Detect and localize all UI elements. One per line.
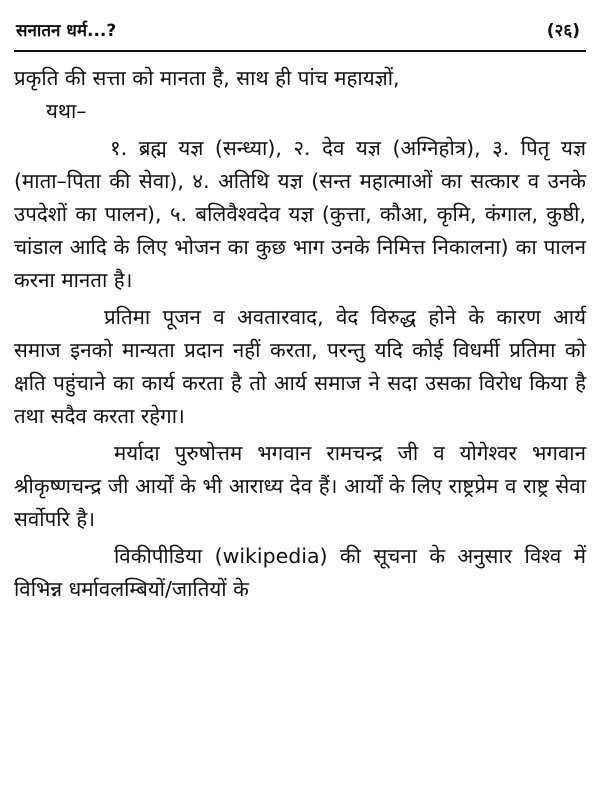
paragraph-5: विकीपीडिया (wikipedia) की सूचना के अनुसार विश्व में विभिन्न धर्मावलम्बियों/जातियों के [14, 544, 586, 601]
paragraph-2: १. ब्रह्म यज्ञ (सन्ध्या), २. देव यज्ञ (अग्निहोत्र), ३. पितृ यज्ञ (माता–पिता की सेवा), ४. अतिथि यज्ञ (सन्त महात्माओं का सत्कार व उनके उपदेशों का पालन), ५. बलिवैश्वदेव यज्ञ (कुत्ता, कौआ, कृमि, कंगाल, कुष्ठी, चांडाल आदि के लिए भोजन का कुछ भाग उनके निमित्त निकालना) का पालन करना मानता है। [14, 136, 586, 292]
paragraph-3: प्रतिमा पूजन व अवतारवाद, वेद विरुद्ध होने के कारण आर्य समाज इनको मान्यता प्रदान नहीं करता, परन्तु यदि कोई विधर्मी प्रतिमा को क्षति पहुंचाने का कार्य करता है तो आर्य समाज ने सदा उसका विरोध किया है तथा सदैव करता रहेगा। [14, 305, 586, 428]
body-text [14, 62, 586, 606]
page-header [14, 18, 586, 48]
running-title: सनातन धर्म...? [16, 21, 117, 41]
header-rule [14, 50, 586, 52]
paragraph-1-line-2: यथा– [46, 99, 87, 123]
paragraph-1 [14, 62, 586, 128]
paragraph-1-line-1: प्रकृति की सत्ता को मानता है, साथ ही पांच महायज्ञों, [14, 66, 400, 90]
paragraph-4: मर्यादा पुरुषोत्तम भगवान रामचन्द्र जी व योगेश्वर भगवान श्रीकृष्णचन्द्र जी आर्यों के भी आराध्य देव हैं। आर्यों के लिए राष्ट्रप्रेम व राष्ट्र सेवा सर्वोपरि है। [14, 441, 586, 531]
page-number: (२६) [546, 21, 580, 41]
